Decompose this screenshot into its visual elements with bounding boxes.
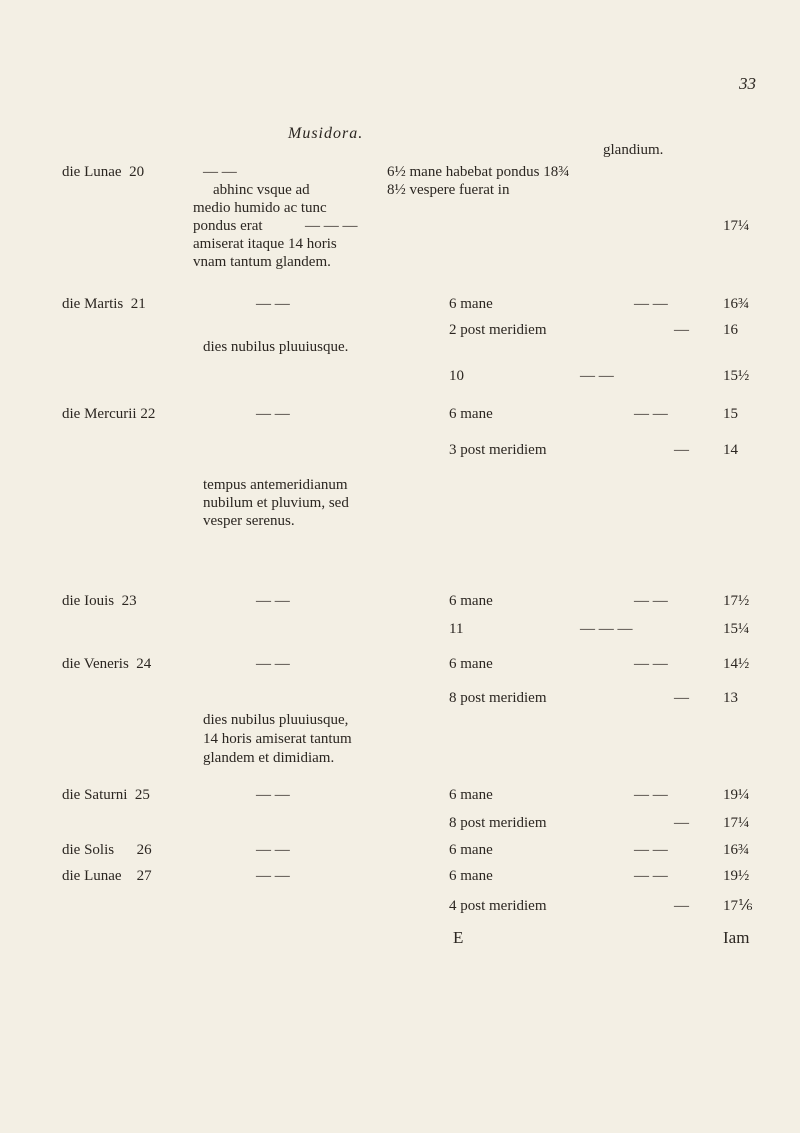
reading-time: 6 mane bbox=[449, 868, 493, 884]
reading-dashes: — — bbox=[634, 656, 668, 672]
entry-dashes: — — bbox=[256, 593, 290, 609]
reading-value: 16¾ bbox=[723, 842, 750, 858]
page-title: Musidora. bbox=[288, 125, 364, 142]
reading-dashes: — bbox=[674, 815, 689, 831]
entry-day: die Saturni 25 bbox=[62, 787, 150, 803]
intro-line4a: pondus erat bbox=[193, 218, 263, 234]
reading-value: 17½ bbox=[723, 593, 750, 609]
entry-note: vesper serenus. bbox=[203, 513, 295, 529]
intro-dashes: — — bbox=[203, 164, 237, 180]
reading-time: 10 bbox=[449, 368, 464, 384]
entry-day: die Lunae 20 bbox=[62, 164, 145, 180]
reading-dashes: — — bbox=[634, 593, 668, 609]
intro-line2b: 8½ vespere fuerat in bbox=[387, 182, 510, 198]
reading-value: 16¾ bbox=[723, 296, 750, 312]
reading-dashes: — — bbox=[634, 296, 668, 312]
reading-time: 6 mane bbox=[449, 406, 493, 422]
reading-dashes: — bbox=[674, 322, 689, 338]
reading-dashes: — — bbox=[634, 787, 668, 803]
entry-day: die Mercurii 22 bbox=[62, 406, 156, 422]
reading-dashes: — bbox=[674, 898, 689, 914]
reading-value: 19¼ bbox=[723, 787, 750, 803]
reading-dashes: — bbox=[674, 690, 689, 706]
entry-note: glandem et dimidiam. bbox=[203, 750, 335, 766]
reading-time: 8 post meridiem bbox=[449, 690, 547, 706]
reading-time: 2 post meridiem bbox=[449, 322, 547, 338]
intro-line5: amiserat itaque 14 horis bbox=[193, 236, 337, 252]
entry-dashes: — — bbox=[256, 787, 290, 803]
entry-note: dies nubilus pluuiusque. bbox=[203, 339, 349, 355]
intro-line4c: 17¼ bbox=[723, 218, 750, 234]
reading-value: 15 bbox=[723, 406, 738, 422]
intro-line1: 6½ mane habebat pondus 18¾ bbox=[387, 164, 570, 180]
entry-note: 14 horis amiserat tantum bbox=[203, 731, 352, 747]
reading-value: 16 bbox=[723, 322, 738, 338]
entry-dashes: — — bbox=[256, 842, 290, 858]
entry-dashes: — — bbox=[256, 406, 290, 422]
reading-dashes: — — bbox=[580, 368, 614, 384]
reading-dashes: — — bbox=[634, 406, 668, 422]
reading-dashes: — — bbox=[634, 842, 668, 858]
reading-value: 17⅙ bbox=[723, 898, 753, 914]
intro-line6: vnam tantum glandem. bbox=[193, 254, 331, 270]
entry-dashes: — — bbox=[256, 868, 290, 884]
page-number: 33 bbox=[739, 74, 756, 93]
entry-day: die Lunae 27 bbox=[62, 868, 152, 884]
entry-dashes: — — bbox=[256, 656, 290, 672]
reading-time: 6 mane bbox=[449, 787, 493, 803]
reading-value: 15½ bbox=[723, 368, 750, 384]
intro-line2a: abhinc vsque ad bbox=[213, 182, 310, 198]
reading-time: 6 mane bbox=[449, 842, 493, 858]
entry-note: tempus antemeridianum bbox=[203, 477, 348, 493]
intro-line4b: — — — bbox=[305, 218, 358, 234]
entry-day: die Veneris 24 bbox=[62, 656, 152, 672]
reading-value: 17¼ bbox=[723, 815, 750, 831]
reading-value: 19½ bbox=[723, 868, 750, 884]
entry-day: die Iouis 23 bbox=[62, 593, 137, 609]
reading-value: 14½ bbox=[723, 656, 750, 672]
reading-time: 6 mane bbox=[449, 593, 493, 609]
reading-time: 8 post meridiem bbox=[449, 815, 547, 831]
signature-mark: E bbox=[453, 928, 464, 947]
entry-note: nubilum et pluvium, sed bbox=[203, 495, 349, 511]
reading-value: 13 bbox=[723, 690, 738, 706]
reading-time: 11 bbox=[449, 621, 464, 637]
entry-note: dies nubilus pluuiusque, bbox=[203, 712, 349, 728]
intro-line3: medio humido ac tunc bbox=[193, 200, 327, 216]
intro-glandium: glandium. bbox=[603, 142, 664, 158]
catchword: Iam bbox=[723, 928, 750, 947]
reading-time: 4 post meridiem bbox=[449, 898, 547, 914]
reading-time: 6 mane bbox=[449, 296, 493, 312]
reading-time: 3 post meridiem bbox=[449, 442, 547, 458]
entry-day: die Solis 26 bbox=[62, 842, 152, 858]
entry-dashes: — — bbox=[256, 296, 290, 312]
entry-day: die Martis 21 bbox=[62, 296, 146, 312]
reading-dashes: — — — bbox=[580, 621, 633, 637]
reading-dashes: — — bbox=[634, 868, 668, 884]
reading-value: 15¼ bbox=[723, 621, 750, 637]
reading-time: 6 mane bbox=[449, 656, 493, 672]
reading-value: 14 bbox=[723, 442, 738, 458]
reading-dashes: — bbox=[674, 442, 689, 458]
